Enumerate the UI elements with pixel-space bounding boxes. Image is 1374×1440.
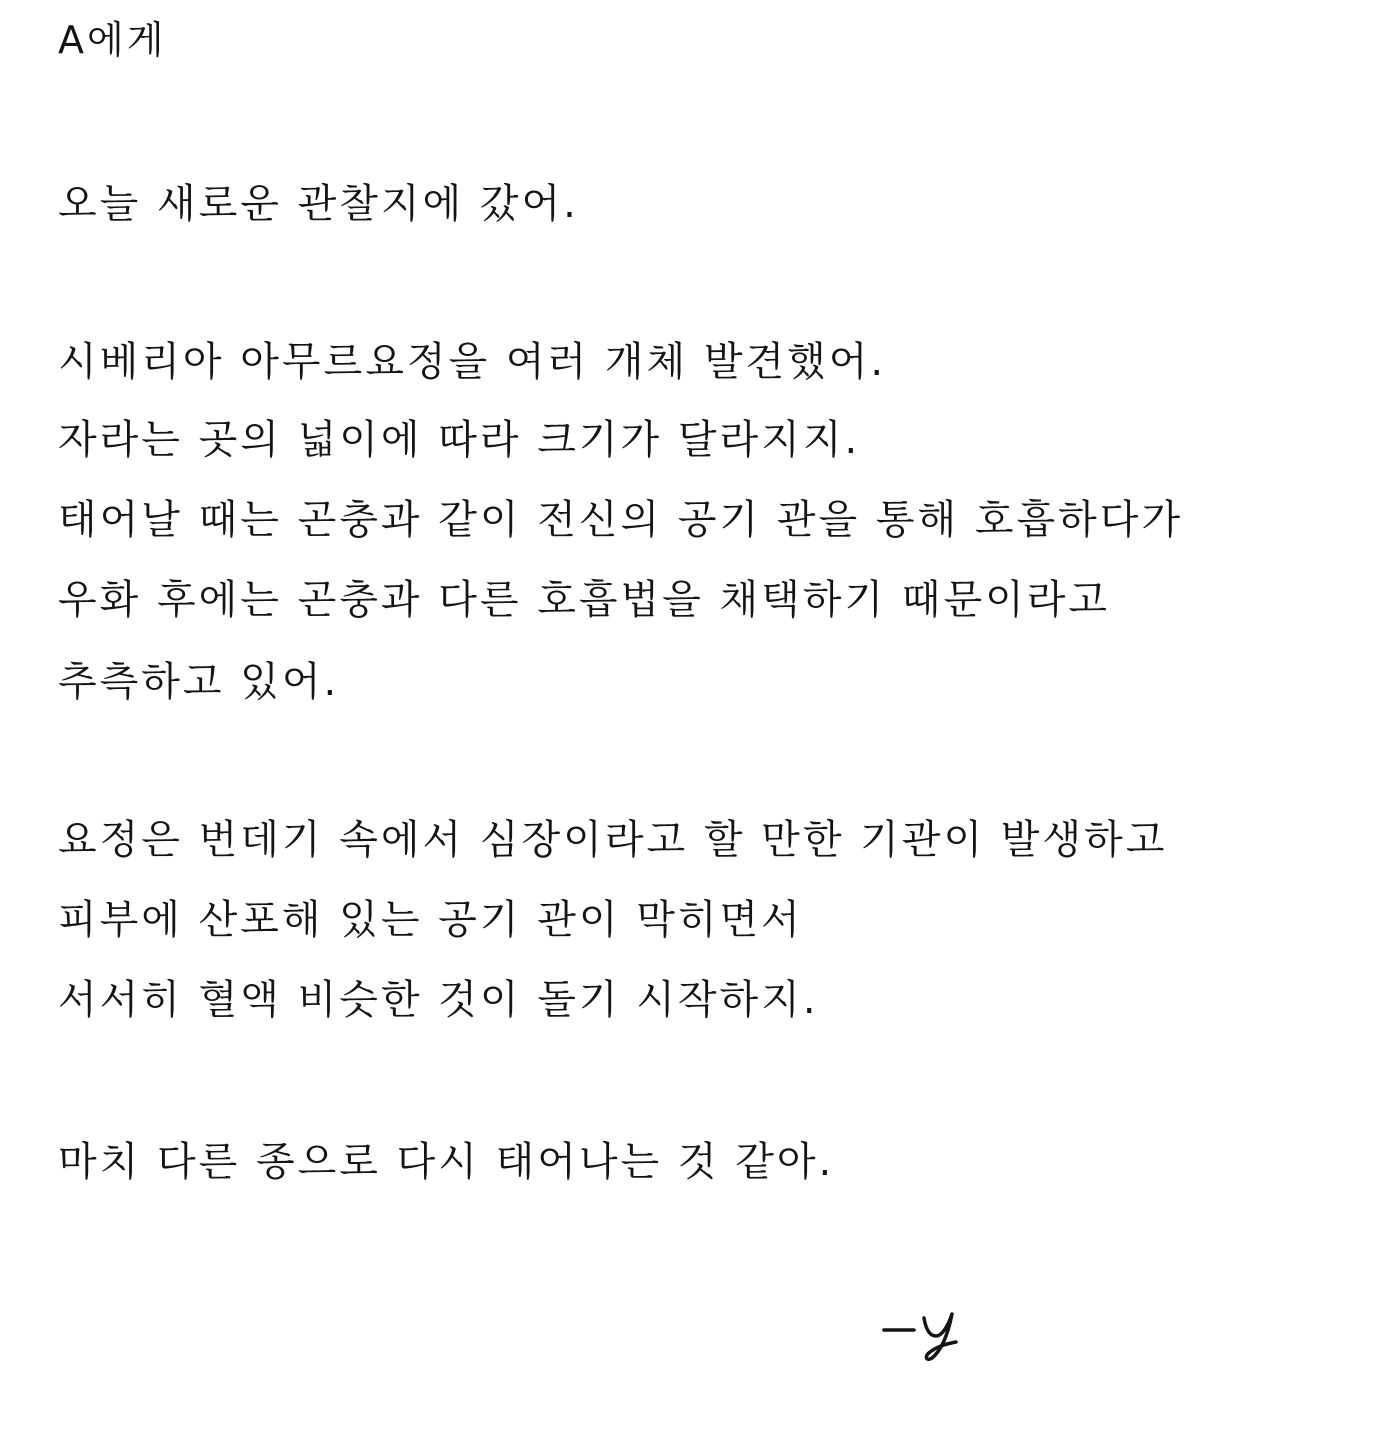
signature-mark	[880, 1300, 970, 1370]
letter-greeting: A에게	[58, 18, 167, 62]
letter-line: 자라는 곳의 넓이에 따라 크기가 달라지지.	[58, 417, 861, 463]
letter-line: 태어날 때는 곤충과 같이 전신의 공기 관을 통해 호흡하다가	[58, 497, 1184, 543]
signature	[880, 1300, 970, 1370]
letter-line: 우화 후에는 곤충과 다른 호흡법을 채택하기 때문이라고	[58, 577, 1111, 623]
letter-line: 마치 다른 종으로 다시 태어나는 것 같아.	[58, 1139, 835, 1185]
letter-line: 피부에 산포해 있는 공기 관이 막히면서	[58, 897, 803, 943]
letter-line: 추측하고 있어.	[58, 659, 340, 705]
letter-line: 서서히 혈액 비슷한 것이 돌기 시작하지.	[58, 977, 819, 1023]
letter-line: 요정은 번데기 속에서 심장이라고 할 만한 기관이 발생하고	[58, 817, 1168, 863]
letter-line: 오늘 새로운 관찰지에 갔어.	[58, 181, 579, 227]
letter-line: 시베리아 아무르요정을 여러 개체 발견했어.	[58, 339, 887, 385]
